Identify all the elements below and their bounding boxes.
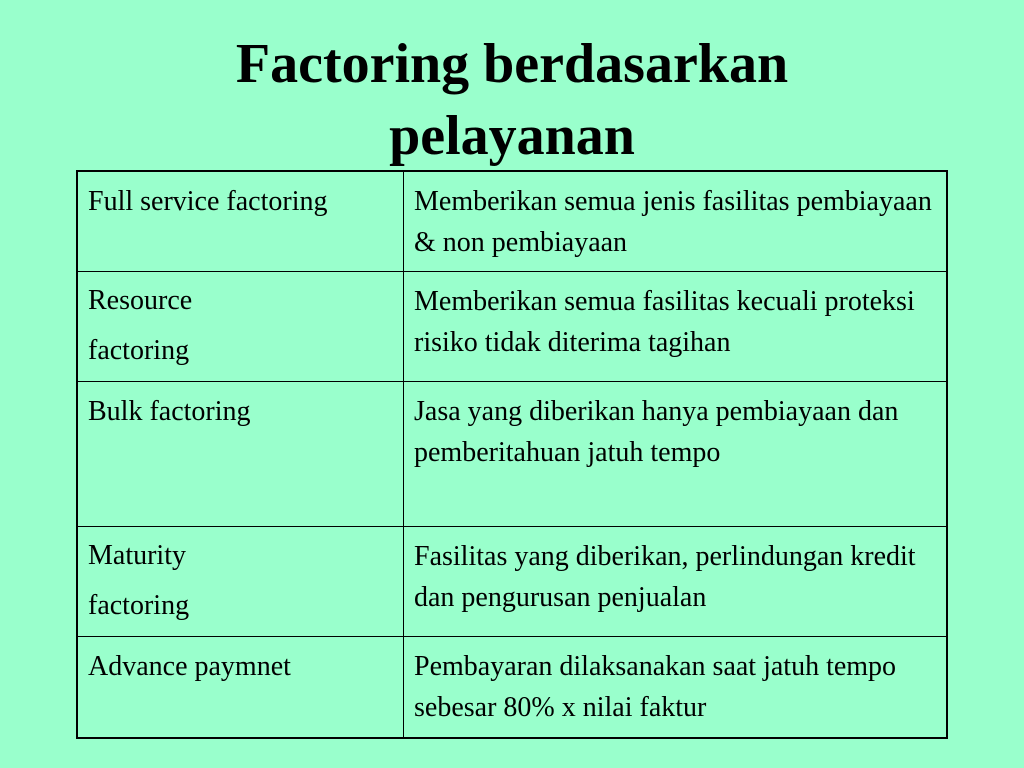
table-row — [77, 381, 947, 526]
slide-title — [0, 28, 1024, 172]
term-cell: Bulk factoring — [77, 381, 404, 526]
table-row — [77, 636, 947, 738]
factoring-table — [76, 170, 948, 739]
table-row — [77, 271, 947, 381]
table-row — [77, 171, 947, 271]
description-cell: Fasilitas yang diberikan, perlindungan kredit dan pengurusan penjualan — [404, 526, 948, 636]
term-line-2: factoring — [88, 334, 190, 366]
description-cell: Memberikan semua jenis fasilitas pembiayaan & non pembiayaan — [404, 171, 948, 271]
slide-title-line-1: Factoring berdasarkan — [235, 33, 789, 95]
term-line-1: Maturity — [88, 539, 186, 571]
term-cell: Advance paymnet — [77, 636, 404, 738]
term-cell — [77, 271, 404, 381]
term-cell — [77, 526, 404, 636]
description-cell: Memberikan semua fasilitas kecuali proteksi risiko tidak diterima tagihan — [404, 271, 948, 381]
term-line-1: Resource — [88, 284, 193, 316]
term-line-2: factoring — [88, 589, 190, 621]
description-cell: Pembayaran dilaksanakan saat jatuh tempo sebesar 80% x nilai faktur — [404, 636, 948, 738]
slide-title-line-2: pelayanan — [389, 105, 635, 167]
term-cell: Full service factoring — [77, 171, 404, 271]
table-row — [77, 526, 947, 636]
description-cell: Jasa yang diberikan hanya pembiayaan dan pemberitahuan jatuh tempo — [404, 381, 948, 526]
